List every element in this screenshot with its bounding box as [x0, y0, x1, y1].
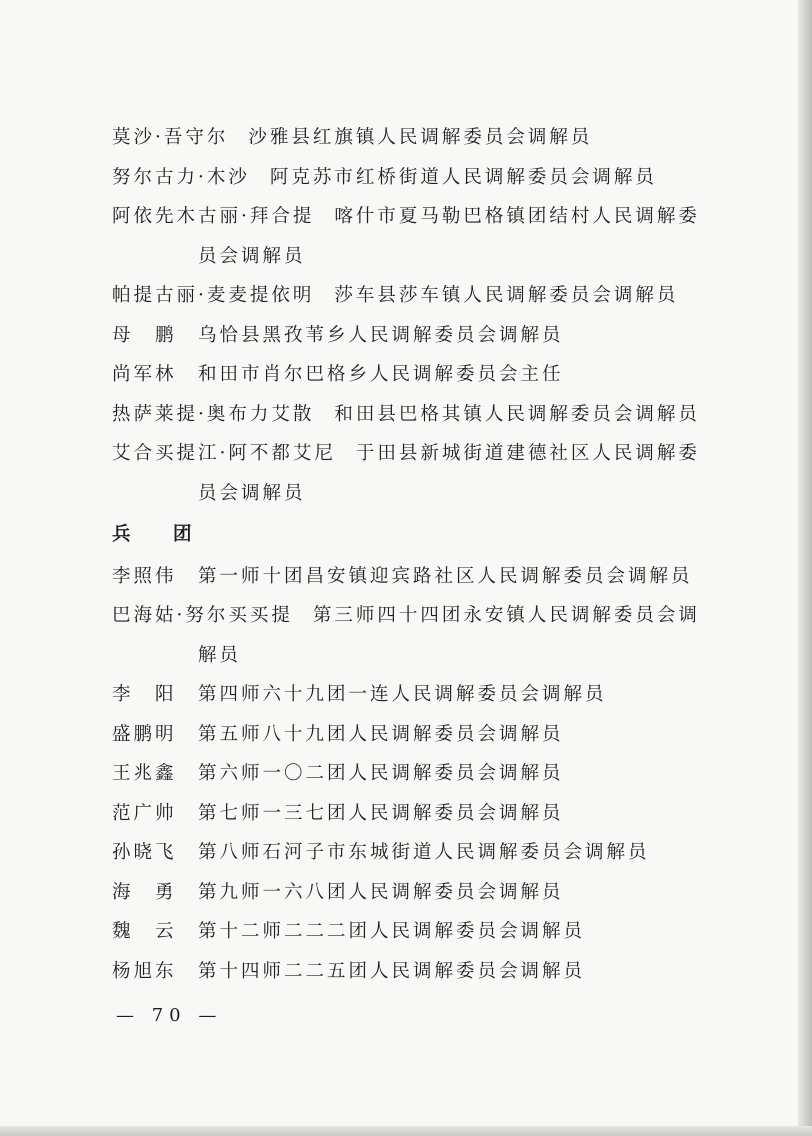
person-title: 第十四师二二五团人民调解委员会调解员: [198, 960, 586, 982]
person-title: 于田县新城街道建德社区人民调解委: [355, 443, 700, 464]
list-entry: [112, 794, 712, 834]
person-name: 母 鹏: [112, 324, 177, 346]
person-title: 乌恰县黑孜苇乡人民调解委员会调解员: [198, 324, 564, 346]
person-name: 努尔古力·木沙: [112, 166, 250, 188]
person-title: 第一师十团昌安镇迎宾路社区人民调解委员会调解员: [198, 565, 693, 587]
scan-edge-bottom: [0, 1126, 812, 1136]
list-entry: [112, 276, 712, 316]
list-entry: [112, 434, 712, 474]
person-title: 第五师八十九团人民调解委员会调解员: [198, 723, 564, 745]
person-name: 海 勇: [112, 881, 177, 903]
name-list: [112, 118, 712, 991]
list-entry: [112, 596, 712, 636]
scan-edge-right: [798, 0, 812, 1136]
person-name: 盛鹏明: [112, 723, 177, 745]
list-entry: [112, 952, 712, 992]
person-name: 尚军林: [112, 364, 177, 385]
page-number: — 70 —: [116, 1005, 223, 1026]
person-name: 李照伟: [112, 565, 177, 587]
list-entry: [112, 675, 712, 715]
person-name: 热萨莱提·奥布力艾散: [112, 403, 315, 425]
person-title: 阿克苏市红桥街道人民调解委员会调解员: [269, 166, 657, 188]
list-entry: [112, 158, 712, 198]
list-entry: [112, 873, 712, 913]
person-name: 杨旭东: [112, 960, 177, 982]
person-title: 第九师一六八团人民调解委员会调解员: [198, 881, 564, 903]
list-entry: [112, 754, 712, 794]
list-entry: [112, 557, 712, 597]
list-entry: [112, 395, 712, 435]
section-heading: 兵 团: [112, 524, 204, 545]
person-name: 阿依先木古丽·拜合提: [112, 206, 315, 227]
person-title: 和田市肖尔巴格乡人民调解委员会主任: [198, 364, 564, 385]
person-title: 和田县巴格其镇人民调解委员会调解员: [334, 403, 700, 425]
person-name: 孙晓飞: [112, 842, 177, 863]
list-entry: [112, 912, 712, 952]
person-title: 第七师一三七团人民调解委员会调解员: [198, 802, 564, 824]
person-title: 第三师四十四团永安镇人民调解委员会调: [312, 605, 700, 626]
person-name: 王兆鑫: [112, 763, 177, 784]
person-name: 魏 云: [112, 921, 177, 942]
person-title: 第十二师二二二团人民调解委员会调解员: [198, 921, 586, 942]
person-title: 第八师石河子市东城街道人民调解委员会调解员: [198, 842, 650, 863]
title-continuation: 解员: [198, 644, 242, 666]
person-title: 沙雅县红旗镇人民调解委员会调解员: [248, 127, 593, 148]
list-entry: [112, 833, 712, 873]
person-title: 第六师一〇二团人民调解委员会调解员: [198, 763, 564, 784]
title-continuation: 员会调解员: [198, 482, 306, 504]
person-name: 巴海姑·努尔买买提: [112, 605, 293, 626]
person-name: 艾合买提江·阿不都艾尼: [112, 443, 336, 464]
list-entry: [112, 715, 712, 755]
person-title: 喀什市夏马勒巴格镇团结村人民调解委: [334, 206, 700, 227]
person-name: 范广帅: [112, 802, 177, 824]
list-entry: [112, 118, 712, 158]
list-entry: [112, 197, 712, 237]
person-name: 李 阳: [112, 684, 177, 705]
person-name: 帕提古丽·麦麦提依明: [112, 285, 315, 306]
list-entry: [112, 355, 712, 395]
person-name: 莫沙·吾守尔: [112, 127, 229, 148]
title-continuation: 员会调解员: [198, 245, 306, 267]
person-title: 莎车县莎车镇人民调解委员会调解员: [334, 285, 679, 306]
list-entry: [112, 316, 712, 356]
person-title: 第四师六十九团一连人民调解委员会调解员: [198, 684, 607, 705]
